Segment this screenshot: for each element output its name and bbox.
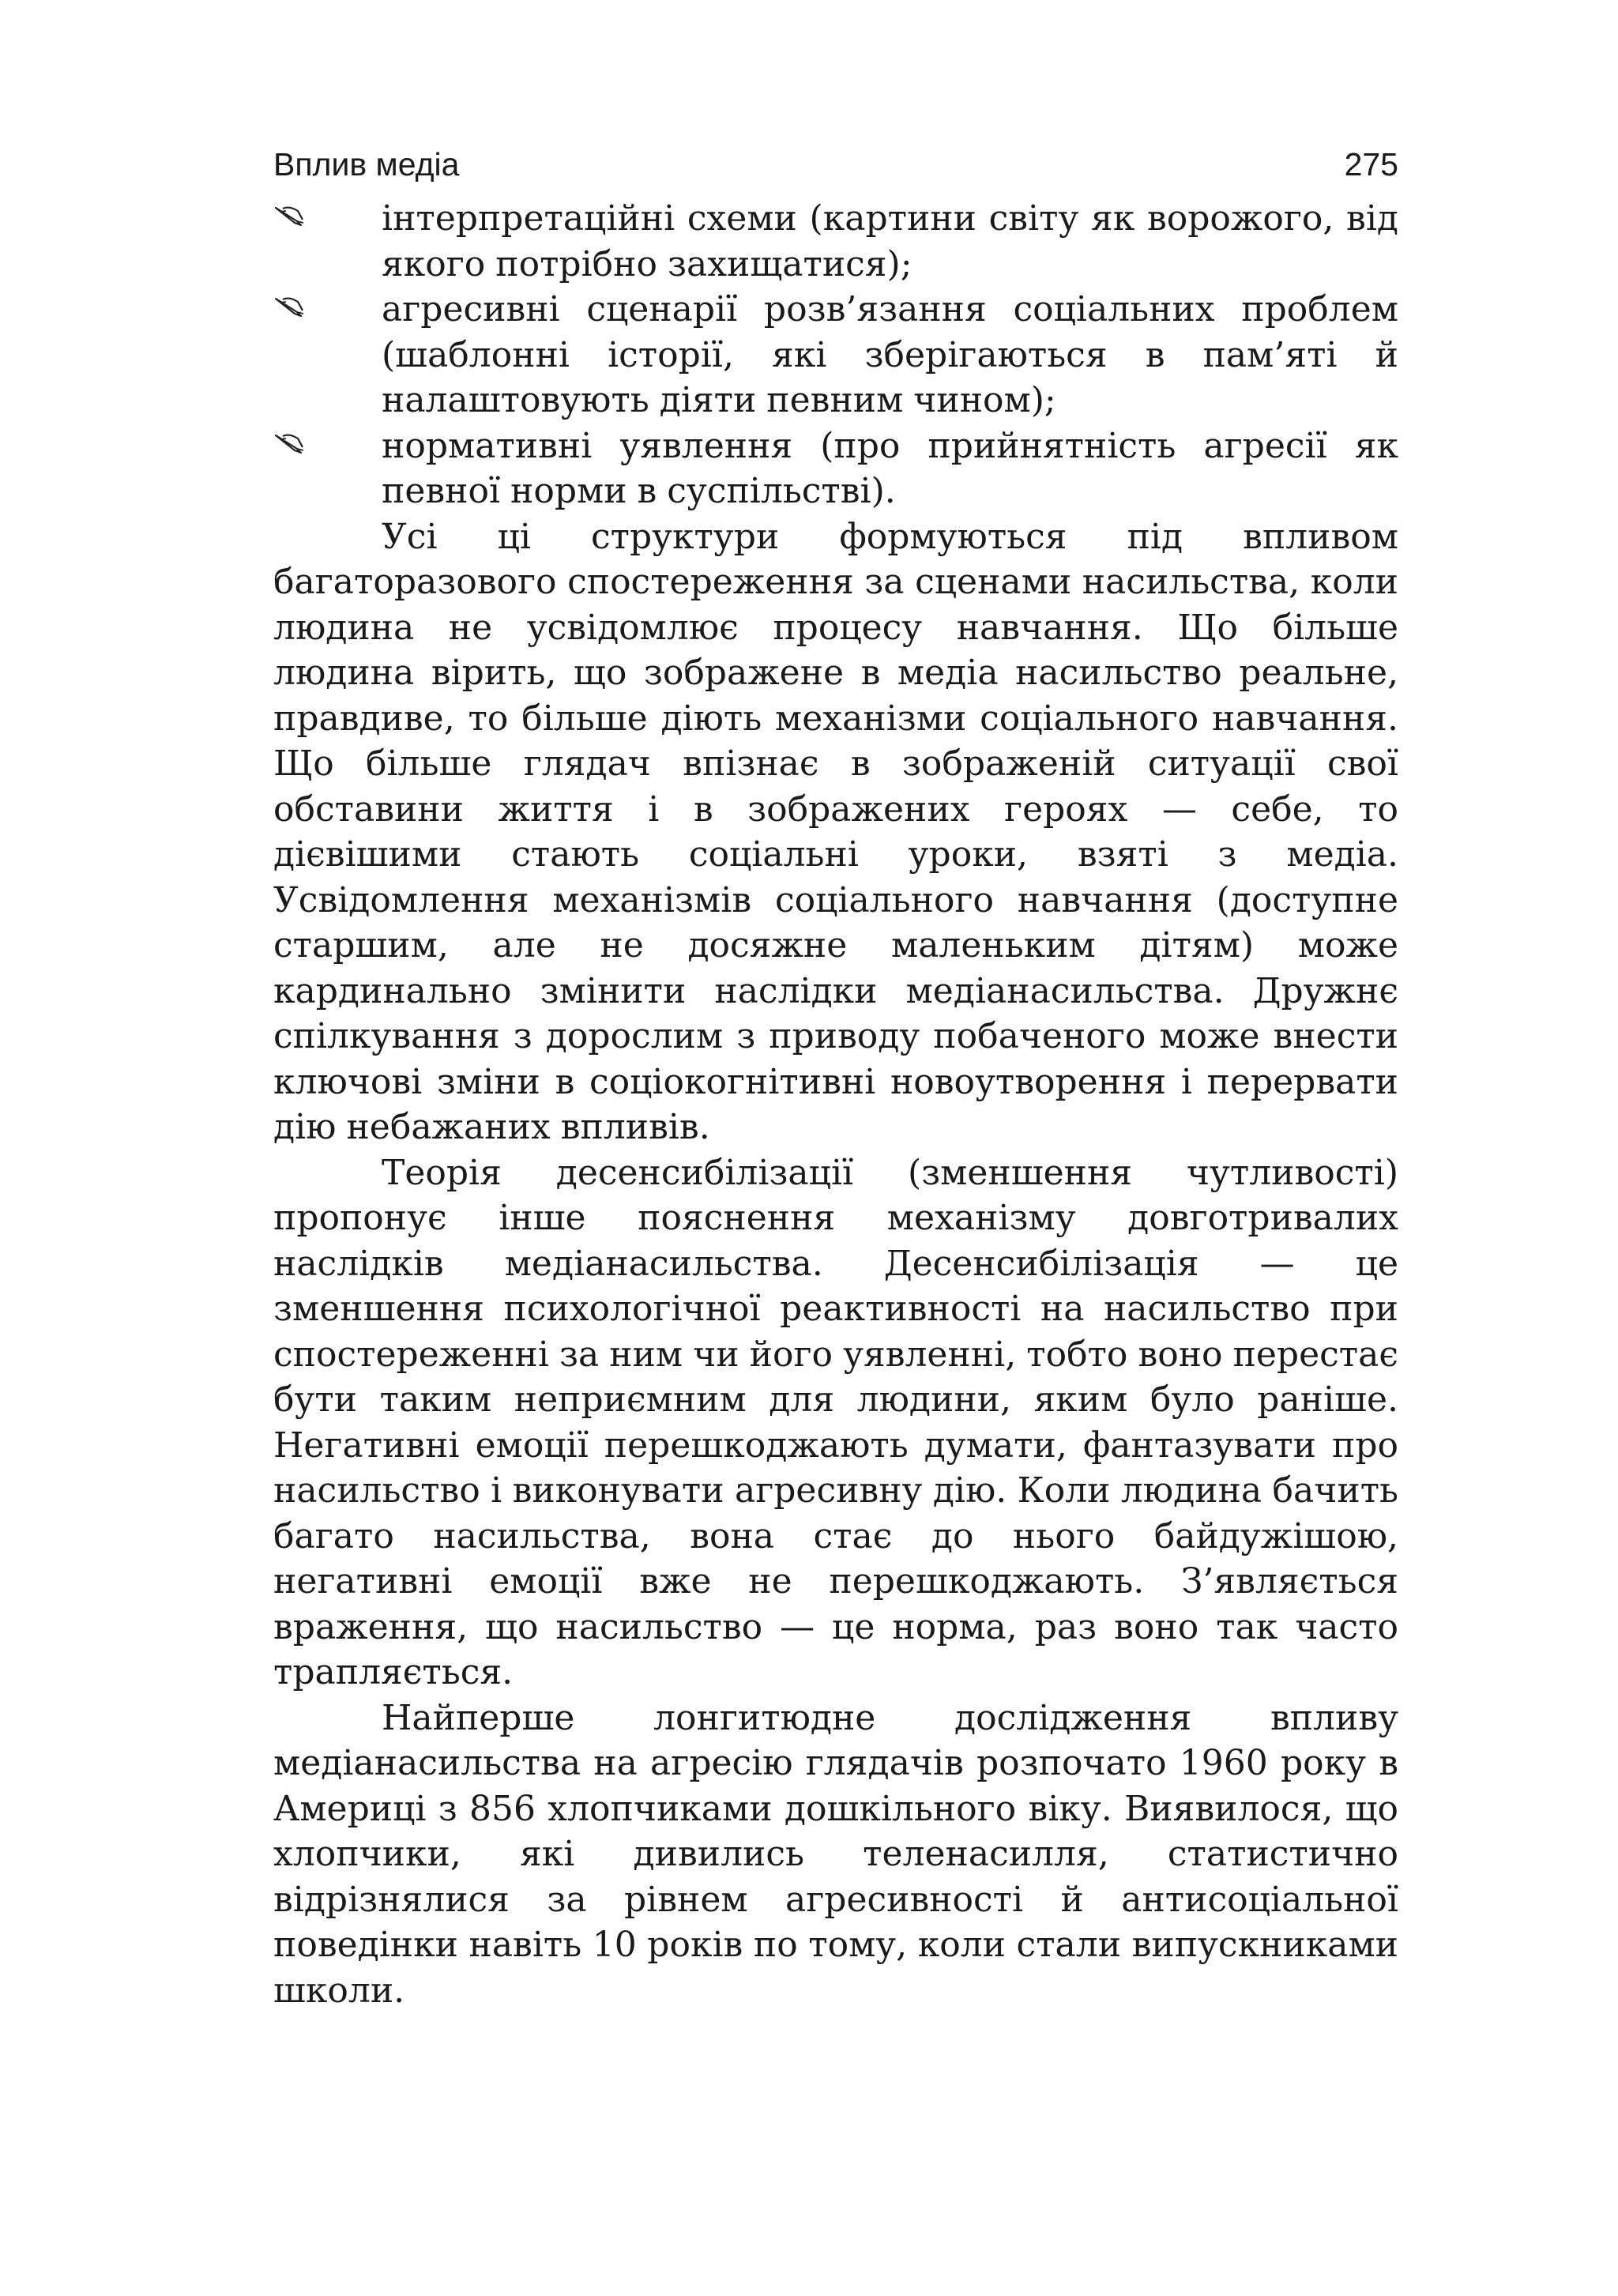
list-item-text: агресивні сценарії розв’язання соціальних проблем (шаблонні історії, які зберігаються в пам’яті й налаштовують діяти певним чином); <box>382 289 1398 420</box>
list-item <box>273 423 1398 514</box>
pen-nib-icon <box>273 204 307 228</box>
list-item-text: інтерпретаційні схеми (картини світу як ворожого, від якого потрібно захищатися); <box>382 198 1398 284</box>
running-title: Вплив медіа <box>273 146 460 183</box>
paragraph: Найперше лонгитюдне дослідження впливу медіанасильства на агресію глядачів розпочато 1960 року в Америці з 856 хлопчиками дошкільного віку. Виявилося, що хлопчики, які дивились теленасилля, статистично відрізнялися за рівнем агресивності й антисоціальної поведінки навіть 10 років по тому, коли стали випускниками школи. <box>273 1697 1398 2011</box>
running-head <box>273 142 1398 196</box>
paragraph: Теорія десенсибілізації (зменшення чутливості) пропонує інше пояснення механізму довготривалих наслідків медіанасильства. Десенсибілізація — це зменшення психологічної реактивності на насильство при спостереженні за ним чи його уявленні, тобто воно перестає бути таким неприємним для людини, яким було раніше. Негативні емоції перешкоджають думати, фантазувати про насильство і виконувати агресивну дію. Коли людина бачить багато насильства, вона стає до нього байдужішою, негативні емоції вже не перешкоджають. З’являється враження, що насильство — це норма, раз воно так часто трапляється. <box>273 1152 1398 1692</box>
list-item <box>273 196 1398 287</box>
paragraph: Усі ці структури формуються під впливом багаторазового спостереження за сценами насильства, коли людина не усвідомлює процесу навчання. Що більше людина вірить, що зображене в медіа насильство реальне, правдиве, то більше діють механізми соціального навчання. Що більше глядач впізнає в зображеній ситуації свої обставини життя і в зображених героях — себе, то дієвішими стають соціальні уроки, взяті з медіа. Усвідомлення механізмів соціального навчання (доступне старшим, але не досяжне маленьким дітям) може кардинально змінити наслідки медіанасильства. Дружнє спілкування з дорослим з приводу побаченого може внести ключові зміни в соціокогнітивні новоутворення і перервати дію небажаних впливів. <box>273 516 1398 1147</box>
pen-nib-icon <box>273 431 307 455</box>
body-text <box>273 196 1398 2013</box>
list-item <box>273 287 1398 423</box>
list-item-text: нормативні уявлення (про прийнятність агресії як певної норми в суспільстві). <box>382 425 1398 511</box>
pen-nib-icon <box>273 295 307 318</box>
page-number: 275 <box>1344 146 1398 183</box>
page <box>273 142 1398 2013</box>
